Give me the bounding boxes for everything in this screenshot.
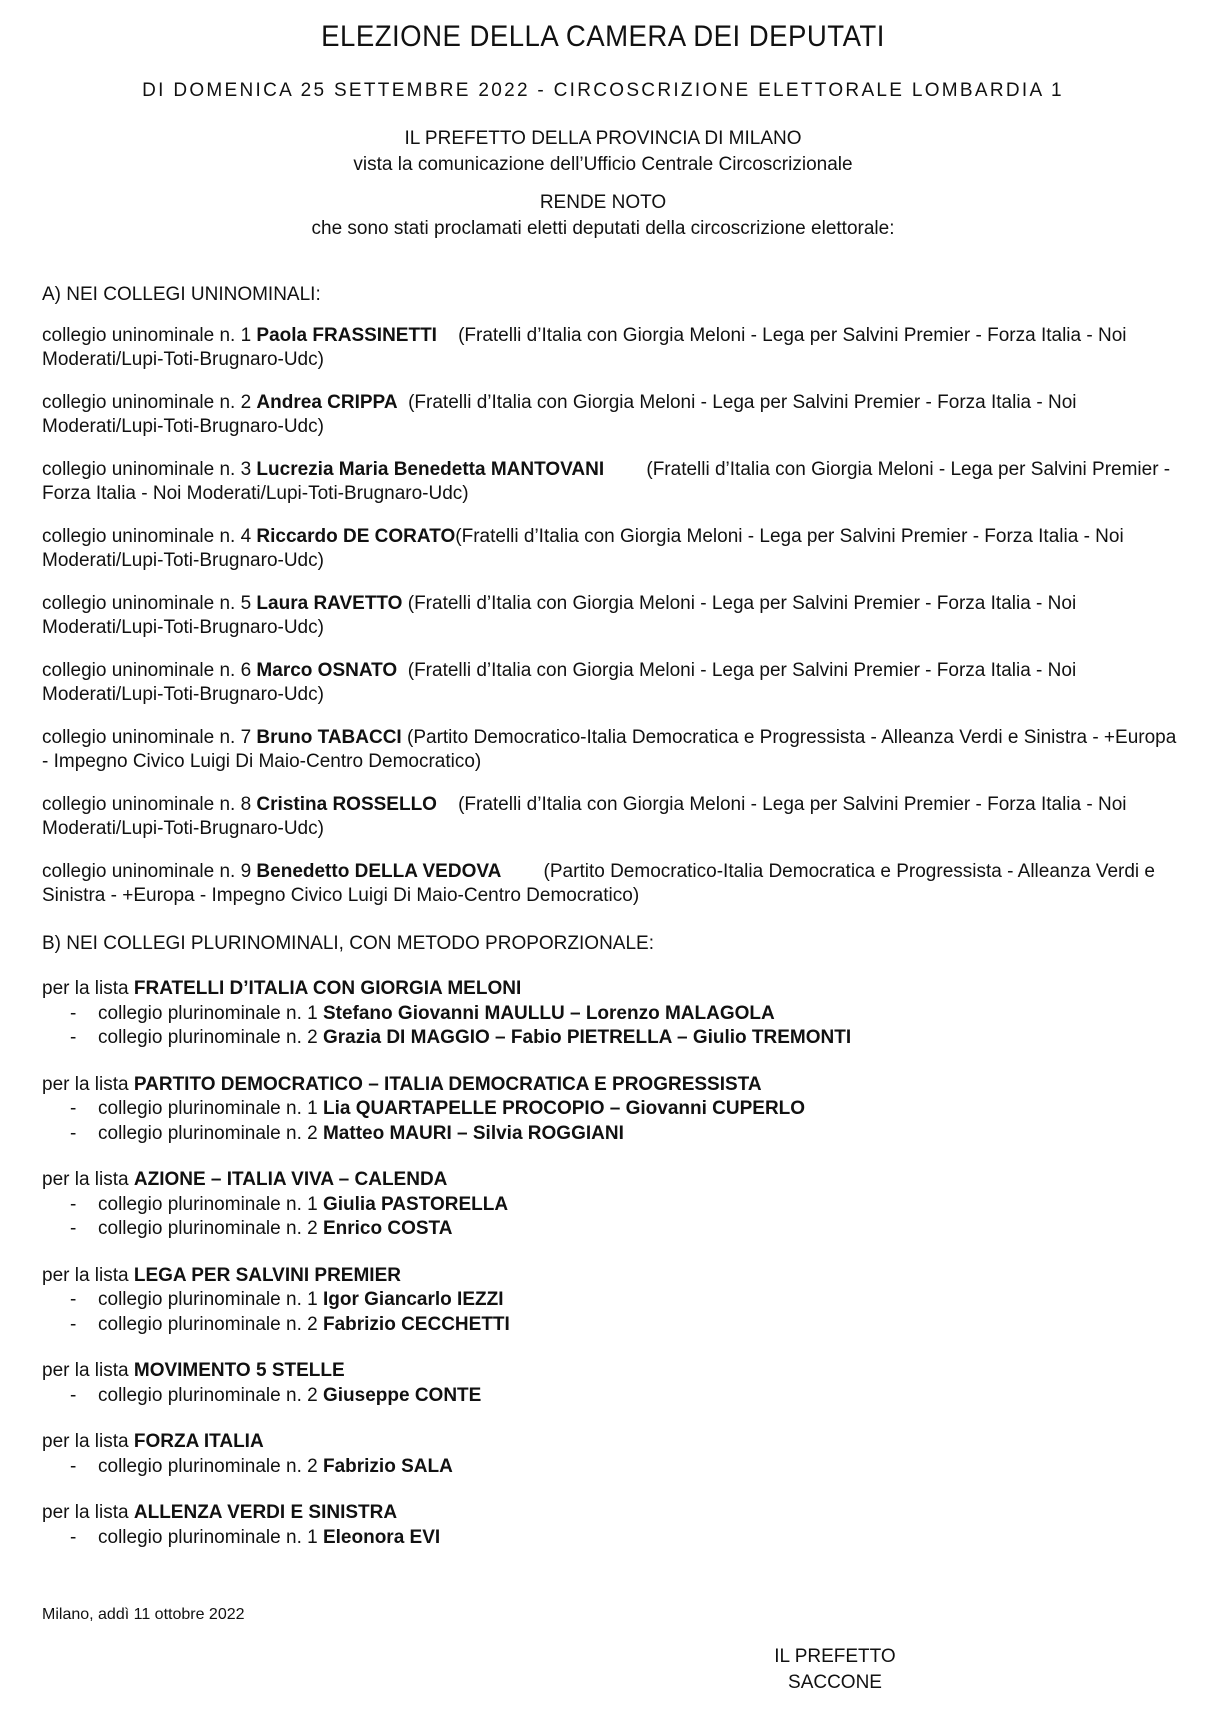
seat-row bbox=[42, 1313, 1177, 1338]
coalition-text: (Fratelli d’Italia con Giorgia Meloni - Lega per Salvini Premier - Forza Italia - Noi Moderati/Lupi-Toti-Brugnaro-Udc) bbox=[42, 593, 1082, 638]
coalition-text: (Fratelli d’Italia con Giorgia Meloni - Lega per Salvini Premier - Forza Italia - Noi Moderati/Lupi-Toti-Brugnaro-Udc) bbox=[42, 459, 1176, 504]
college-label: collegio uninominale n. 1 bbox=[42, 325, 257, 346]
seat-row bbox=[42, 1026, 1177, 1051]
list-name: MOVIMENTO 5 STELLE bbox=[133, 1360, 345, 1381]
list-prefix: per la lista bbox=[42, 978, 134, 999]
college-label: collegio uninominale n. 8 bbox=[42, 794, 257, 815]
list-group bbox=[42, 1073, 1177, 1147]
uninominal-item bbox=[42, 592, 1177, 640]
list-name: FRATELLI D’ITALIA CON GIORGIA MELONI bbox=[133, 978, 522, 999]
coalition-text: (Fratelli d’Italia con Giorgia Meloni - Lega per Salvini Premier - Forza Italia - Noi Moderati/Lupi-Toti-Brugnaro-Udc) bbox=[42, 660, 1082, 705]
elected-names: Giulia PASTORELLA bbox=[322, 1193, 509, 1215]
elected-names: Igor Giancarlo IEZZI bbox=[322, 1289, 504, 1310]
coalition-text: (Fratelli d’Italia con Giorgia Meloni - Lega per Salvini Premier - Forza Italia - Noi Moderati/Lupi-Toti-Brugnaro-Udc) bbox=[42, 526, 1129, 571]
plurinominal-list bbox=[42, 977, 1177, 1572]
college-label: collegio uninominale n. 4 bbox=[42, 526, 257, 547]
proclamati-line: che sono stati proclamati eletti deputati della circoscrizione elettorale: bbox=[311, 218, 895, 239]
list-heading bbox=[42, 1359, 1177, 1384]
elected-names: Matteo MAURI – Silvia ROGGIANI bbox=[322, 1122, 624, 1144]
document-subtitle: DI DOMENICA 25 SETTEMBRE 2022 - CIRCOSCRIZIONE ELETTORALE LOMBARDIA 1 bbox=[142, 80, 1064, 101]
seat-label: collegio plurinominale n. 2 bbox=[98, 1384, 323, 1406]
signature-title: IL PREFETTO bbox=[774, 1646, 896, 1667]
coalition-text: (Partito Democratico-Italia Democratica e Progressista - Alleanza Verdi e Sinistra - +Europa - Impegno Civico Luigi Di Maio-Centro Democratico) bbox=[42, 727, 1182, 772]
seat-label: collegio plurinominale n. 2 bbox=[98, 1027, 323, 1048]
signature-name: SACCONE bbox=[788, 1672, 882, 1693]
list-heading bbox=[42, 977, 1177, 1002]
seat-label: collegio plurinominale n. 1 bbox=[98, 1289, 323, 1310]
seat-label: collegio plurinominale n. 1 bbox=[98, 1193, 323, 1215]
vista-line: vista la comunicazione dell’Ufficio Centrale Circoscrizionale bbox=[353, 154, 853, 175]
college-label: collegio uninominale n. 5 bbox=[42, 593, 257, 614]
seat-label: collegio plurinominale n. 2 bbox=[98, 1218, 323, 1239]
college-label: collegio uninominale n. 7 bbox=[42, 727, 257, 748]
uninominal-item bbox=[42, 525, 1177, 573]
list-name: ALLENZA VERDI E SINISTRA bbox=[133, 1502, 398, 1523]
dash-bullet: - bbox=[70, 1455, 77, 1477]
college-label: collegio uninominale n. 3 bbox=[42, 459, 257, 480]
list-name: PARTITO DEMOCRATICO – ITALIA DEMOCRATICA E PROGRESSISTA bbox=[133, 1073, 762, 1095]
dash-bullet: - bbox=[70, 1218, 77, 1239]
rende-noto-heading: RENDE NOTO bbox=[539, 192, 667, 213]
elected-names: Fabrizio CECCHETTI bbox=[322, 1313, 510, 1335]
seat-label: collegio plurinominale n. 2 bbox=[98, 1313, 323, 1335]
dash-bullet: - bbox=[70, 1098, 77, 1119]
seat-row bbox=[42, 1002, 1177, 1027]
elected-names: Lia QUARTAPELLE PROCOPIO – Giovanni CUPERLO bbox=[322, 1098, 806, 1119]
college-label: collegio uninominale n. 6 bbox=[42, 660, 257, 681]
coalition-text: (Fratelli d’Italia con Giorgia Meloni - Lega per Salvini Premier - Forza Italia - Noi Moderati/Lupi-Toti-Brugnaro-Udc) bbox=[42, 794, 1132, 839]
elected-names: Enrico COSTA bbox=[322, 1218, 453, 1239]
list-group bbox=[42, 1430, 1177, 1479]
elected-names: Eleonora EVI bbox=[322, 1526, 441, 1548]
section-b-heading: B) NEI COLLEGI PLURINOMINALI, CON METODO PROPORZIONALE: bbox=[42, 933, 654, 954]
elected-name: Lucrezia Maria Benedetta MANTOVANI bbox=[256, 459, 605, 480]
seat-row bbox=[42, 1384, 1177, 1409]
dash-bullet: - bbox=[70, 1313, 77, 1335]
list-name: LEGA PER SALVINI PREMIER bbox=[133, 1264, 401, 1286]
list-name: AZIONE – ITALIA VIVA – CALENDA bbox=[133, 1169, 448, 1190]
list-group bbox=[42, 977, 1177, 1051]
seat-label: collegio plurinominale n. 1 bbox=[98, 1002, 323, 1024]
seat-row bbox=[42, 1288, 1177, 1313]
seat-row bbox=[42, 1217, 1177, 1242]
list-group bbox=[42, 1501, 1177, 1550]
list-heading bbox=[42, 1430, 1177, 1455]
coalition-text: (Partito Democratico-Italia Democratica e Progressista - Alleanza Verdi e Sinistra - +Europa - Impegno Civico Luigi Di Maio-Centro Democratico) bbox=[42, 861, 1161, 906]
college-label: collegio uninominale n. 2 bbox=[42, 392, 257, 413]
elected-name: Riccardo DE CORATO bbox=[256, 526, 456, 547]
uninominal-item bbox=[42, 726, 1182, 774]
seat-row bbox=[42, 1455, 1177, 1480]
seat-label: collegio plurinominale n. 2 bbox=[98, 1122, 323, 1144]
list-heading bbox=[42, 1168, 1177, 1193]
elected-name: Benedetto DELLA VEDOVA bbox=[256, 861, 502, 882]
dash-bullet: - bbox=[70, 1384, 77, 1406]
coalition-text: (Fratelli d’Italia con Giorgia Meloni - Lega per Salvini Premier - Forza Italia - Noi Moderati/Lupi-Toti-Brugnaro-Udc) bbox=[42, 325, 1132, 370]
college-label: collegio uninominale n. 9 bbox=[42, 861, 257, 882]
document-date: Milano, addì 11 ottobre 2022 bbox=[42, 1606, 245, 1623]
uninominal-item bbox=[42, 391, 1177, 439]
dash-bullet: - bbox=[70, 1002, 77, 1024]
list-group bbox=[42, 1168, 1177, 1242]
elected-name: Bruno TABACCI bbox=[256, 727, 402, 748]
elected-name: Paola FRASSINETTI bbox=[256, 325, 437, 346]
uninominal-item bbox=[42, 324, 1177, 372]
list-prefix: per la lista bbox=[42, 1502, 134, 1523]
list-prefix: per la lista bbox=[42, 1360, 134, 1381]
list-prefix: per la lista bbox=[42, 1431, 134, 1452]
elected-name: Laura RAVETTO bbox=[256, 593, 403, 614]
dash-bullet: - bbox=[70, 1122, 77, 1144]
list-heading bbox=[42, 1073, 1177, 1098]
dash-bullet: - bbox=[70, 1027, 77, 1048]
uninominal-list bbox=[42, 324, 1182, 927]
section-a-heading: A) NEI COLLEGI UNINOMINALI: bbox=[42, 284, 321, 305]
seat-row bbox=[42, 1122, 1177, 1147]
list-prefix: per la lista bbox=[42, 1264, 134, 1286]
uninominal-item bbox=[42, 659, 1177, 707]
dash-bullet: - bbox=[70, 1289, 77, 1310]
coalition-text: (Fratelli d’Italia con Giorgia Meloni - Lega per Salvini Premier - Forza Italia - Noi Moderati/Lupi-Toti-Brugnaro-Udc) bbox=[42, 392, 1082, 437]
seat-label: collegio plurinominale n. 1 bbox=[98, 1098, 323, 1119]
list-heading bbox=[42, 1501, 1177, 1526]
elected-name: Marco OSNATO bbox=[256, 660, 398, 681]
dash-bullet: - bbox=[70, 1193, 77, 1215]
list-heading bbox=[42, 1264, 1177, 1289]
elected-names: Giuseppe CONTE bbox=[322, 1384, 482, 1406]
elected-name: Andrea CRIPPA bbox=[256, 392, 398, 413]
uninominal-item bbox=[42, 793, 1177, 841]
uninominal-item bbox=[42, 458, 1177, 506]
elected-names: Fabrizio SALA bbox=[322, 1455, 453, 1477]
list-group bbox=[42, 1359, 1177, 1408]
seat-label: collegio plurinominale n. 2 bbox=[98, 1455, 323, 1477]
prefetto-line: IL PREFETTO DELLA PROVINCIA DI MILANO bbox=[404, 128, 802, 149]
list-group bbox=[42, 1264, 1177, 1338]
uninominal-item bbox=[42, 860, 1177, 908]
elected-name: Cristina ROSSELLO bbox=[256, 794, 437, 815]
dash-bullet: - bbox=[70, 1526, 77, 1548]
seat-row bbox=[42, 1193, 1177, 1218]
list-name: FORZA ITALIA bbox=[133, 1431, 264, 1452]
document-title: ELEZIONE DELLA CAMERA DEI DEPUTATI bbox=[321, 20, 885, 53]
seat-label: collegio plurinominale n. 1 bbox=[98, 1526, 323, 1548]
list-prefix: per la lista bbox=[42, 1169, 134, 1190]
seat-row bbox=[42, 1526, 1177, 1551]
elected-names: Stefano Giovanni MAULLU – Lorenzo MALAGOLA bbox=[322, 1002, 775, 1024]
list-prefix: per la lista bbox=[42, 1073, 134, 1095]
elected-names: Grazia DI MAGGIO – Fabio PIETRELLA – Giulio TREMONTI bbox=[322, 1027, 852, 1048]
seat-row bbox=[42, 1097, 1177, 1122]
